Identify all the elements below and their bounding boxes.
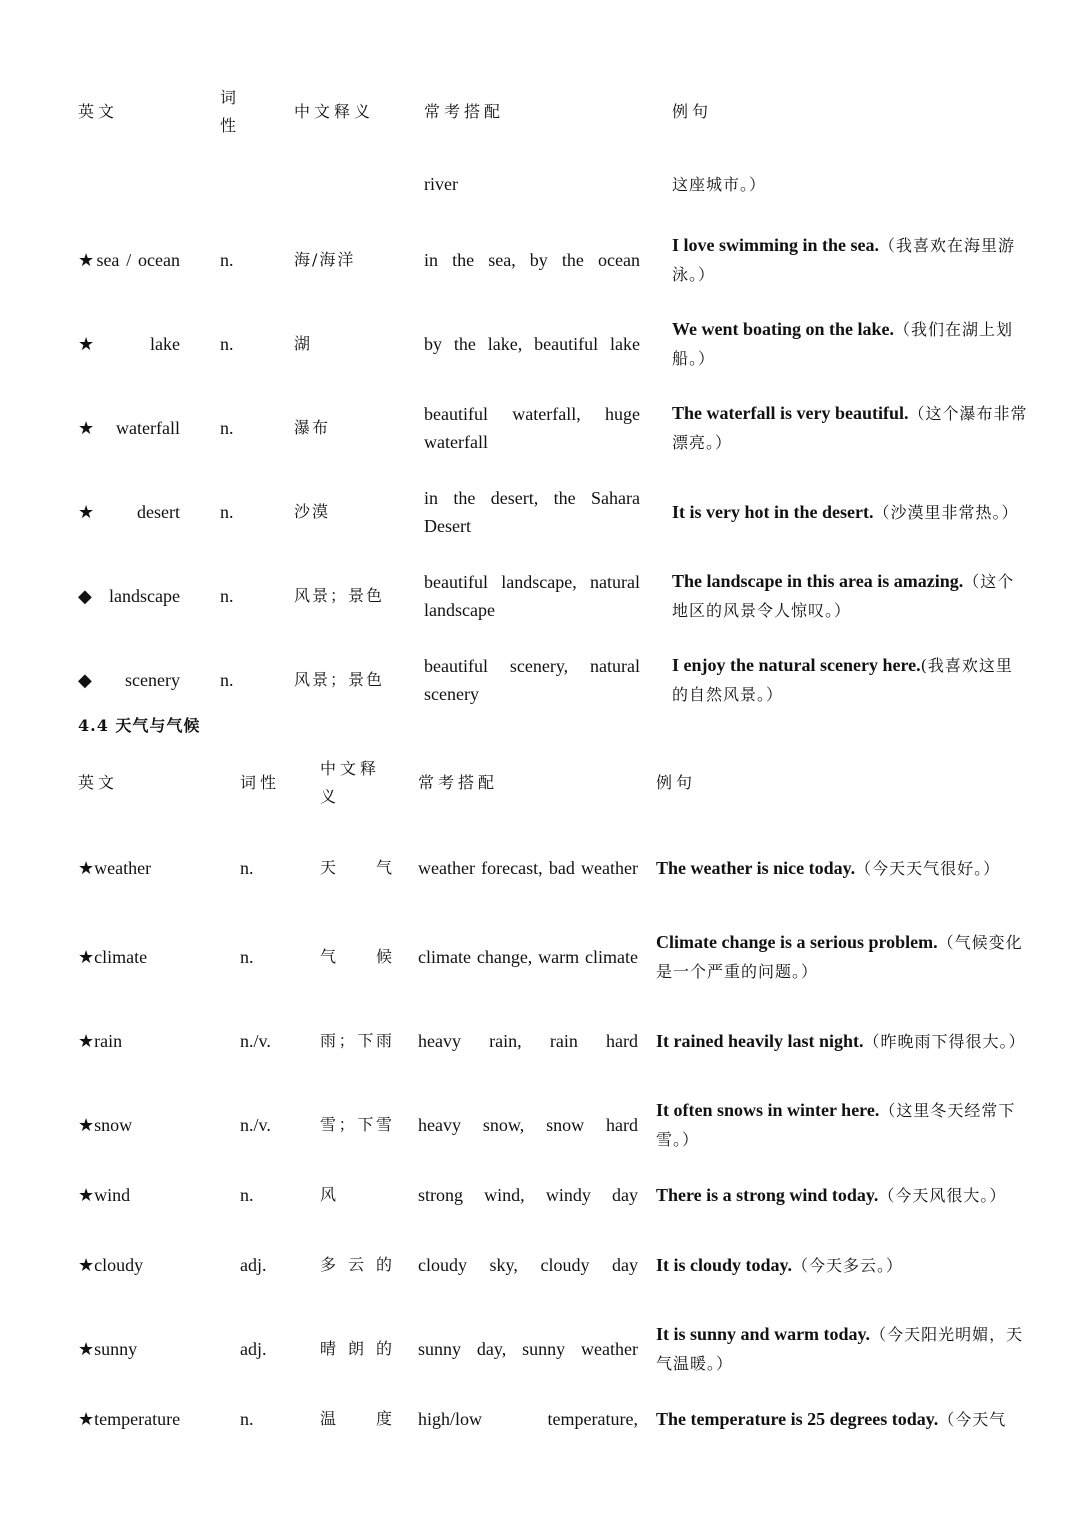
collocation-cell: heavy snow, snow hard — [418, 1115, 638, 1135]
word-cell: ★snow — [78, 1115, 133, 1135]
example-cell — [656, 302, 1028, 386]
collocation-cell: river — [424, 174, 458, 194]
collocation-cell: in the desert, the Sahara Desert — [424, 488, 640, 536]
pos-cell: n. — [240, 1185, 254, 1205]
pos-cell: n. — [240, 1409, 254, 1429]
chinese-meaning-cell: 雨；下雨 — [320, 1031, 394, 1050]
table-row — [78, 1307, 1028, 1391]
example-chinese: （今天天气很好。） — [855, 858, 1001, 878]
header-english: 英文 — [78, 773, 119, 792]
word-cell: ★lake — [78, 334, 180, 354]
chinese-meaning-cell: 风景；景色 — [294, 670, 385, 689]
collocation-cell: strong wind, windy day — [418, 1185, 638, 1205]
collocation-cell: beautiful landscape, natural landscape — [424, 572, 640, 620]
header-chinese: 中文释义 — [320, 759, 381, 806]
chinese-meaning-cell: 温度 — [320, 1409, 394, 1428]
example-english: The waterfall is very beautiful. — [672, 403, 909, 423]
section-title: 4.4 天气与气候 — [78, 716, 201, 735]
example-chinese: （今天阳光明媚，天气温暖。） — [656, 1325, 1024, 1373]
pos-cell: n./v. — [240, 1115, 271, 1135]
header-row — [78, 74, 1028, 150]
example-english: There is a strong wind today. — [656, 1184, 879, 1205]
chinese-meaning-cell: 天气 — [320, 858, 394, 877]
example-chinese: 这座城市。） — [672, 174, 767, 194]
word-cell: ★temperature — [78, 1409, 181, 1429]
table-row — [78, 821, 1028, 915]
header-collocation: 常考搭配 — [418, 773, 499, 792]
pos-cell — [220, 150, 294, 218]
word-cell: ★sunny — [78, 1339, 138, 1359]
header-pos: 词性 — [220, 88, 241, 135]
example-cell — [656, 1223, 1028, 1307]
word-cell: ★desert — [78, 502, 180, 522]
example-english: The weather is nice today. — [656, 857, 856, 878]
example-english: It is very hot in the desert. — [672, 501, 874, 522]
word-cell: ★cloudy — [78, 1255, 144, 1275]
example-chinese: （这个瀑布非常漂亮。） — [672, 404, 1028, 452]
chinese-meaning-cell: 海/海洋 — [294, 250, 356, 269]
table-row — [78, 150, 1028, 218]
example-cell — [656, 821, 1028, 915]
word-cell: ◆landscape — [78, 586, 180, 606]
chinese-meaning-cell: 风景；景色 — [294, 586, 385, 605]
pos-cell: n. — [220, 586, 234, 606]
pos-cell: n. — [220, 670, 234, 690]
example-chinese: （今天气 — [938, 1409, 1007, 1429]
example-cell — [656, 638, 1028, 722]
header-example: 例句 — [656, 773, 697, 792]
chinese-meaning-cell: 气候 — [320, 947, 394, 966]
example-cell — [656, 470, 1028, 554]
example-english: We went boating on the lake. — [672, 319, 895, 339]
example-chinese: （我们在湖上划船。） — [672, 320, 1014, 368]
chinese-meaning-cell: 风 — [320, 1185, 339, 1204]
pos-cell: n. — [240, 858, 254, 878]
example-cell — [656, 554, 1028, 638]
pos-cell: adj. — [240, 1339, 267, 1359]
header-collocation: 常考搭配 — [424, 102, 505, 121]
example-cell — [656, 150, 1028, 218]
table-row — [78, 218, 1028, 302]
example-english: It often snows in winter here. — [656, 1100, 880, 1120]
collocation-cell: by the lake, beautiful lake — [424, 334, 640, 354]
header-row — [78, 745, 1028, 821]
example-english: I love swimming in the sea. — [672, 235, 879, 255]
pos-cell: n./v. — [240, 1031, 271, 1051]
example-chinese: （今天多云。） — [792, 1255, 904, 1275]
word-cell — [78, 150, 220, 218]
chinese-meaning-cell: 多云的 — [320, 1255, 394, 1274]
example-chinese: （我喜欢在海里游泳。） — [672, 236, 1016, 284]
example-chinese: (我喜欢这里的自然风景。） — [672, 656, 1013, 704]
pos-cell: n. — [220, 418, 234, 438]
table-row — [78, 1167, 1028, 1223]
word-cell: ◆scenery — [78, 670, 180, 690]
word-cell: ★sea / ocean — [78, 250, 180, 270]
example-english: Climate change is a serious problem. — [656, 932, 938, 952]
example-cell — [656, 999, 1028, 1083]
example-chinese: （气候变化是一个严重的问题。） — [656, 933, 1023, 981]
example-english: The landscape in this area is amazing. — [672, 571, 964, 591]
table-row — [78, 470, 1028, 554]
example-english: It is sunny and warm today. — [656, 1324, 871, 1344]
header-example: 例句 — [672, 102, 713, 121]
table-row — [78, 1391, 1028, 1447]
example-english: I enjoy the natural scenery here. — [672, 655, 921, 675]
example-cell — [656, 1391, 1028, 1447]
collocation-cell: weather forecast, bad weather — [418, 858, 638, 878]
header-english: 英文 — [78, 102, 119, 121]
word-cell: ★wind — [78, 1185, 131, 1205]
example-cell — [656, 386, 1028, 470]
pos-cell: n. — [240, 947, 254, 967]
table-row — [78, 915, 1028, 999]
example-english: It rained heavily last night. — [656, 1030, 864, 1051]
example-cell — [656, 1083, 1028, 1167]
table-row — [78, 386, 1028, 470]
table-row — [78, 554, 1028, 638]
pos-cell: n. — [220, 502, 234, 522]
collocation-cell: sunny day, sunny weather — [418, 1339, 638, 1359]
example-chinese: （沙漠里非常热。） — [873, 502, 1019, 522]
example-chinese: （这个地区的风景令人惊叹。） — [672, 572, 1015, 620]
table-row — [78, 999, 1028, 1083]
chinese-meaning-cell: 湖 — [294, 334, 313, 353]
chinese-meaning-cell: 沙漠 — [294, 502, 331, 521]
word-cell: ★climate — [78, 947, 148, 967]
chinese-meaning-cell: 雪；下雪 — [320, 1115, 394, 1134]
example-cell — [656, 915, 1028, 999]
table-row — [78, 1083, 1028, 1167]
word-cell: ★rain — [78, 1031, 123, 1051]
example-english: It is cloudy today. — [656, 1254, 793, 1275]
collocation-cell: beautiful scenery, natural scenery — [424, 656, 640, 704]
pos-cell: adj. — [240, 1255, 267, 1275]
table-row — [78, 638, 1028, 722]
example-chinese: （今天风很大。） — [878, 1185, 1007, 1205]
pos-cell: n. — [220, 334, 234, 354]
example-chinese: （这里冬天经常下雪。） — [656, 1101, 1016, 1149]
collocation-cell: cloudy sky, cloudy day — [418, 1255, 638, 1275]
header-chinese: 中文释义 — [294, 102, 375, 121]
collocation-cell: climate change, warm climate — [418, 947, 638, 967]
example-cell — [656, 1167, 1028, 1223]
vocab-table-landforms — [78, 74, 1028, 722]
collocation-cell: high/low temperature, — [418, 1409, 638, 1429]
chinese-meaning-cell: 瀑布 — [294, 418, 331, 437]
collocation-cell: beautiful waterfall, huge waterfall — [424, 404, 640, 452]
header-pos: 词性 — [240, 773, 281, 792]
chinese-meaning-cell: 晴朗的 — [320, 1339, 394, 1358]
example-chinese: （昨晚雨下得很大。） — [863, 1031, 1026, 1051]
pos-cell: n. — [220, 250, 234, 270]
table-row — [78, 1223, 1028, 1307]
table-row — [78, 302, 1028, 386]
collocation-cell: heavy rain, rain hard — [418, 1031, 638, 1051]
chinese-meaning-cell — [294, 150, 408, 218]
example-cell — [656, 218, 1028, 302]
word-cell: ★waterfall — [78, 418, 180, 438]
collocation-cell: in the sea, by the ocean — [424, 250, 640, 270]
vocab-table-weather — [78, 745, 1028, 1447]
example-english: The temperature is 25 degrees today. — [656, 1408, 939, 1429]
word-cell: ★weather — [78, 858, 152, 878]
example-cell — [656, 1307, 1028, 1391]
